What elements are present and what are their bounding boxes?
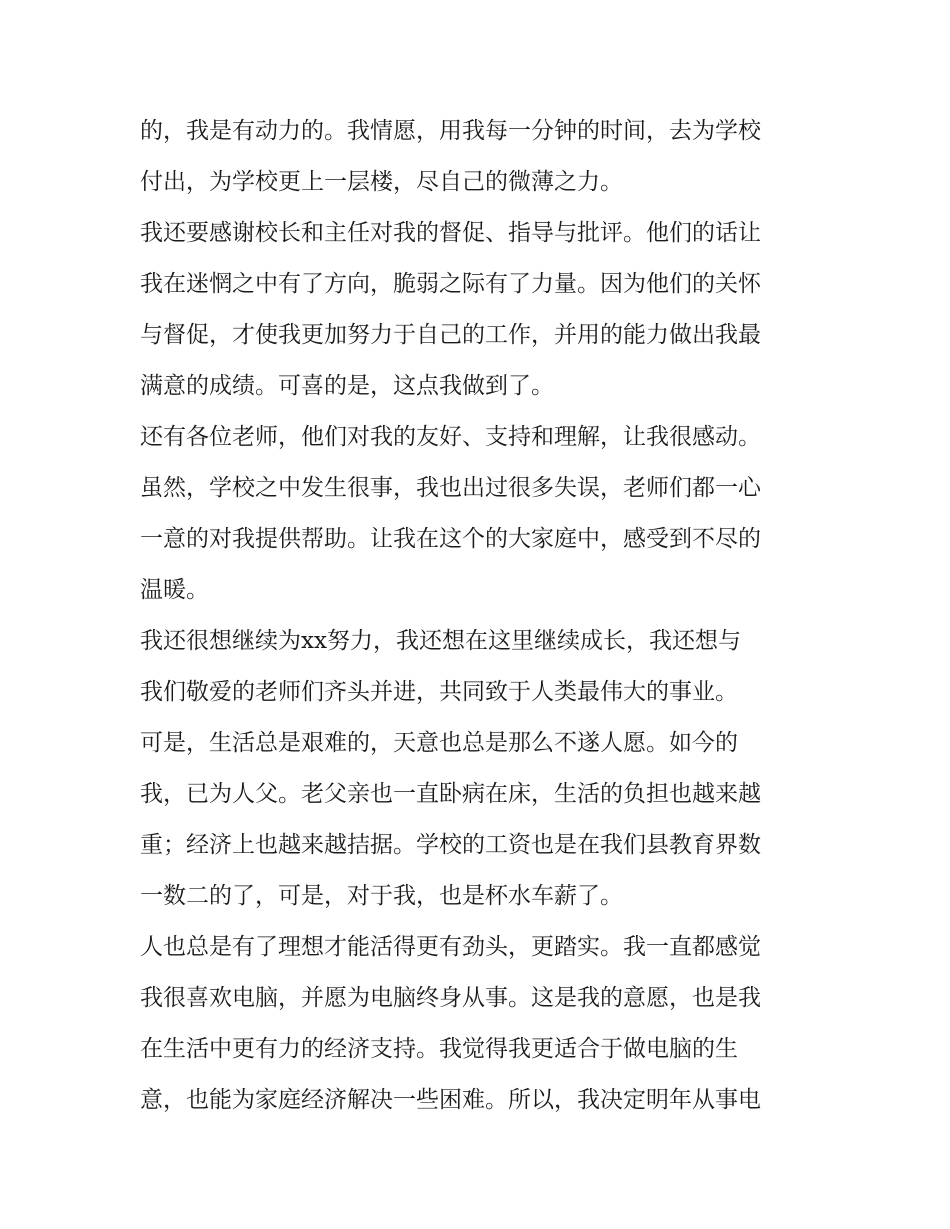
text-line: 一数二的了，可是，对于我，也是杯水车薪了。 [140,883,623,909]
text-line: 重；经济上也越来越拮据。学校的工资也是在我们县教育界数 [140,832,761,858]
text-line: 意，也能为家庭经济解决一些困难。所以，我决定明年从事电 [140,1087,761,1113]
text-line: 一意的对我提供帮助。让我在这个的大家庭中，感受到不尽的 [140,526,761,552]
text-line: 我还很想继续为xx努力，我还想在这里继续成长，我还想与 [140,628,741,654]
text-line: 人也总是有了理想才能活得更有劲头，更踏实。我一直都感觉 [140,934,761,960]
text-line: 温暖。 [140,577,209,603]
text-line: 虽然，学校之中发生很事，我也出过很多失误，老师们都一心 [140,475,761,501]
text-line: 我很喜欢电脑，并愿为电脑终身从事。这是我的意愿，也是我 [140,985,761,1011]
text-line: 我们敬爱的老师们齐头并进，共同致于人类最伟大的事业。 [140,679,738,705]
text-line: 还有各位老师，他们对我的友好、支持和理解，让我很感动。 [140,424,761,450]
text-line: 的，我是有动力的。我情愿，用我每一分钟的时间，去为学校 [140,118,761,144]
text-line: 满意的成绩。可喜的是，这点我做到了。 [140,373,554,399]
text-line: 我，已为人父。老父亲也一直卧病在床，生活的负担也越来越 [140,781,761,807]
body-text [140,106,820,1126]
text-line: 与督促，才使我更加努力于自己的工作，并用的能力做出我最 [140,322,761,348]
text-line: 我在迷惘之中有了方向，脆弱之际有了力量。因为他们的关怀 [140,271,761,297]
text-line: 可是，生活总是艰难的，天意也总是那么不遂人愿。如今的 [140,730,738,756]
text-line: 在生活中更有力的经济支持。我觉得我更适合于做电脑的生 [140,1036,738,1062]
text-line: 我还要感谢校长和主任对我的督促、指导与批评。他们的话让 [140,220,761,246]
text-line: 付出，为学校更上一层楼，尽自己的微薄之力。 [140,169,623,195]
